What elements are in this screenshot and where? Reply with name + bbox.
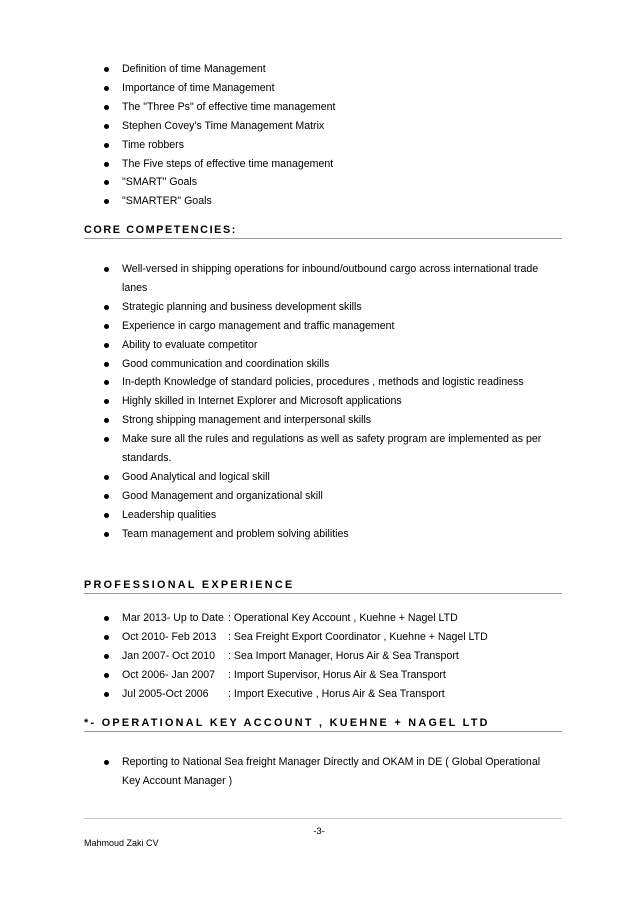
list-item: Reporting to National Sea freight Manager Directly and OKAM in DE ( Global Operational Key Account Manager ) bbox=[0, 753, 638, 791]
experience-period: Jan 2007- Oct 2010 bbox=[122, 649, 216, 662]
list-item: The Five steps of effective time management bbox=[0, 155, 638, 174]
operational-key-account-list bbox=[0, 753, 638, 791]
operational-key-account-heading: *- OPERATIONAL KEY ACCOUNT , KUEHNE + NAGEL LTD bbox=[84, 716, 562, 732]
bullet-icon bbox=[104, 418, 109, 423]
bullet-icon bbox=[104, 494, 109, 499]
list-item bbox=[0, 666, 638, 685]
list-item: Ability to evaluate competitor bbox=[0, 336, 638, 355]
bullet-icon bbox=[104, 305, 109, 310]
experience-period: Oct 2010- Feb 2013 bbox=[122, 630, 217, 643]
professional-experience-list bbox=[0, 609, 638, 704]
list-item: In-depth Knowledge of standard policies, procedures , methods and logistic readiness bbox=[0, 373, 638, 392]
list-item: "SMARTER" Goals bbox=[0, 192, 638, 211]
experience-role: : Import Supervisor, Horus Air & Sea Transport bbox=[228, 668, 446, 681]
list-item: Good Management and organizational skill bbox=[0, 487, 638, 506]
core-competencies-heading: CORE COMPETENCIES: bbox=[84, 223, 562, 239]
bullet-icon bbox=[104, 105, 109, 110]
bullet-icon bbox=[104, 143, 109, 148]
list-item: Good Analytical and logical skill bbox=[0, 468, 638, 487]
list-item bbox=[0, 685, 638, 704]
experience-period: Jul 2005-Oct 2006 bbox=[122, 687, 209, 700]
bullet-icon bbox=[104, 343, 109, 348]
bullet-icon bbox=[104, 199, 109, 204]
list-item bbox=[0, 609, 638, 628]
bullet-icon bbox=[104, 67, 109, 72]
list-item: "SMART" Goals bbox=[0, 173, 638, 192]
list-item: Importance of time Management bbox=[0, 79, 638, 98]
bullet-icon bbox=[104, 324, 109, 329]
list-item: Experience in cargo management and traffic management bbox=[0, 317, 638, 336]
list-item bbox=[0, 647, 638, 666]
footer-divider bbox=[84, 818, 562, 819]
experience-role: : Import Executive , Horus Air & Sea Transport bbox=[228, 687, 445, 700]
list-item: Team management and problem solving abilities bbox=[0, 525, 638, 544]
list-item: Time robbers bbox=[0, 136, 638, 155]
bullet-icon bbox=[104, 616, 109, 621]
bullet-icon bbox=[104, 654, 109, 659]
list-item: Strong shipping management and interpersonal skills bbox=[0, 411, 638, 430]
bullet-icon bbox=[104, 180, 109, 185]
list-item: Good communication and coordination skills bbox=[0, 355, 638, 374]
bullet-icon bbox=[104, 399, 109, 404]
bullet-icon bbox=[104, 513, 109, 518]
experience-period: Oct 2006- Jan 2007 bbox=[122, 668, 216, 681]
bullet-icon bbox=[104, 532, 109, 537]
page-number: -3- bbox=[313, 826, 325, 837]
list-item: Highly skilled in Internet Explorer and Microsoft applications bbox=[0, 392, 638, 411]
experience-period: Mar 2013- Up to Date bbox=[122, 612, 224, 624]
bullet-icon bbox=[104, 673, 109, 678]
bullet-icon bbox=[104, 124, 109, 129]
list-item: Well-versed in shipping operations for inbound/outbound cargo across international trade lanes bbox=[0, 260, 638, 298]
bullet-icon bbox=[104, 475, 109, 480]
training-topics-list bbox=[0, 60, 638, 211]
list-item: Definition of time Management bbox=[0, 60, 638, 79]
experience-role: : Operational Key Account , Kuehne + Nagel LTD bbox=[228, 612, 458, 624]
list-item: The "Three Ps" of effective time management bbox=[0, 98, 638, 117]
bullet-icon bbox=[104, 692, 109, 697]
bullet-icon bbox=[104, 86, 109, 91]
bullet-icon bbox=[104, 162, 109, 167]
professional-experience-heading: PROFESSIONAL EXPERIENCE bbox=[84, 578, 562, 594]
list-item: Leadership qualities bbox=[0, 506, 638, 525]
bullet-icon bbox=[104, 437, 109, 442]
experience-role: : Sea Freight Export Coordinator , Kuehne + Nagel LTD bbox=[228, 630, 488, 643]
list-item: Stephen Covey's Time Management Matrix bbox=[0, 117, 638, 136]
list-item: Make sure all the rules and regulations as well as safety program are implemented as per standards. bbox=[0, 430, 638, 468]
bullet-icon bbox=[104, 267, 109, 272]
bullet-icon bbox=[104, 760, 109, 765]
list-item bbox=[0, 628, 638, 647]
bullet-icon bbox=[104, 362, 109, 367]
experience-role: : Sea Import Manager, Horus Air & Sea Transport bbox=[228, 649, 459, 662]
list-item: Strategic planning and business development skills bbox=[0, 298, 638, 317]
bullet-icon bbox=[104, 635, 109, 640]
core-competencies-list bbox=[0, 260, 638, 544]
footer-name: Mahmoud Zaki CV bbox=[84, 838, 159, 848]
bullet-icon bbox=[104, 380, 109, 385]
